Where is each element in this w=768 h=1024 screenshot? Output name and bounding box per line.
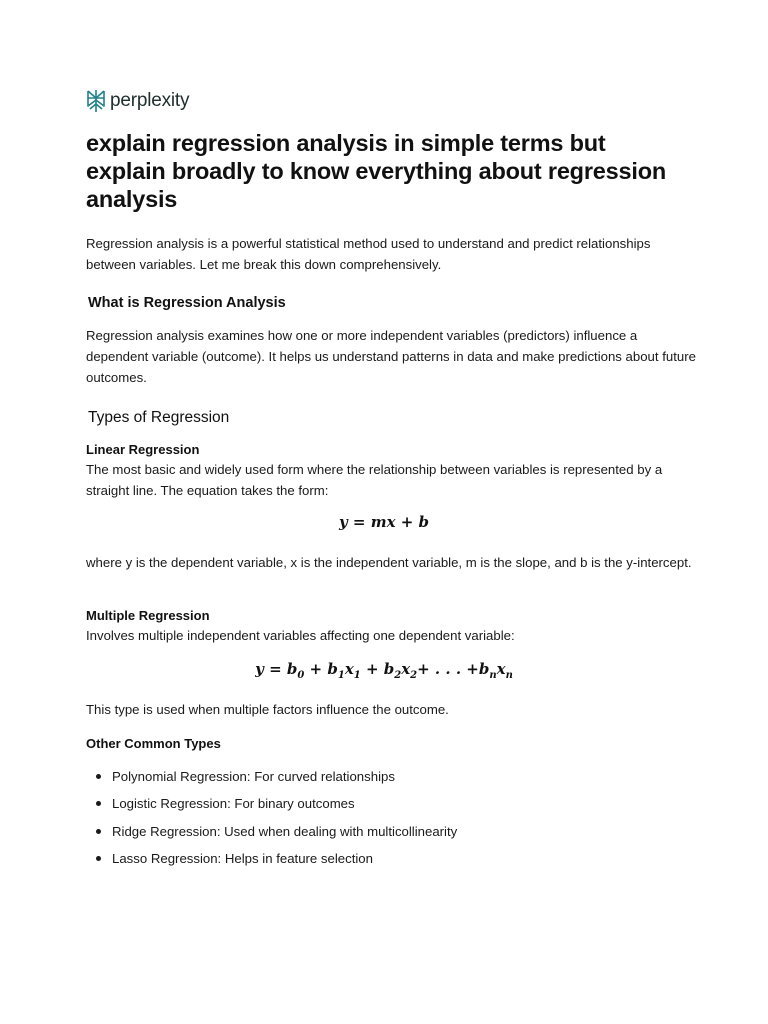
list-item: Polynomial Regression: For curved relationships — [86, 766, 457, 793]
list-item: Logistic Regression: For binary outcomes — [86, 793, 457, 820]
section-heading-what-is: What is Regression Analysis — [88, 295, 286, 311]
section-heading-types: Types of Regression — [88, 409, 230, 426]
subheading-other-types: Other Common Types — [86, 736, 221, 751]
list-item: Lasso Regression: Helps in feature selection — [86, 848, 457, 875]
page-title: explain regression analysis in simple terms but explain broadly to know everything about regression analysis — [86, 130, 667, 212]
intro-paragraph: Regression analysis is a powerful statistical method used to understand and predict relationships between variables. Let me break this down comprehensively. — [86, 236, 651, 272]
linear-explanation-paragraph: where y is the dependent variable, x is the independent variable, m is the slope, and b is the y-intercept. — [86, 555, 692, 570]
what-is-paragraph: Regression analysis examines how one or more independent variables (predictors) influence a dependent variable (outcome). It helps us understand patterns in data and make predictions about future outcomes. — [86, 328, 696, 385]
other-types-list — [86, 766, 457, 875]
multiple-regression-paragraph: Involves multiple independent variables affecting one dependent variable: — [86, 628, 515, 643]
subheading-multiple-regression: Multiple Regression — [86, 608, 210, 623]
multiple-regression-equation: $y = b_0 + b_1x_1 + b_2x_2+$ . . . $+b_nx_n$ — [255, 660, 513, 681]
brand-logo — [86, 89, 189, 113]
subheading-linear-regression: Linear Regression — [86, 442, 200, 457]
brand-name: perplexity — [110, 90, 190, 111]
linear-regression-paragraph: The most basic and widely used form where the relationship between variables is represented by a straight line. The equation takes the form: — [86, 462, 663, 498]
linear-equation: y = mx + b — [338, 513, 430, 531]
list-item: Ridge Regression: Used when dealing with multicollinearity — [86, 821, 457, 848]
multiple-explanation-paragraph: This type is used when multiple factors influence the outcome. — [86, 702, 449, 717]
perplexity-logo-icon — [86, 89, 106, 113]
